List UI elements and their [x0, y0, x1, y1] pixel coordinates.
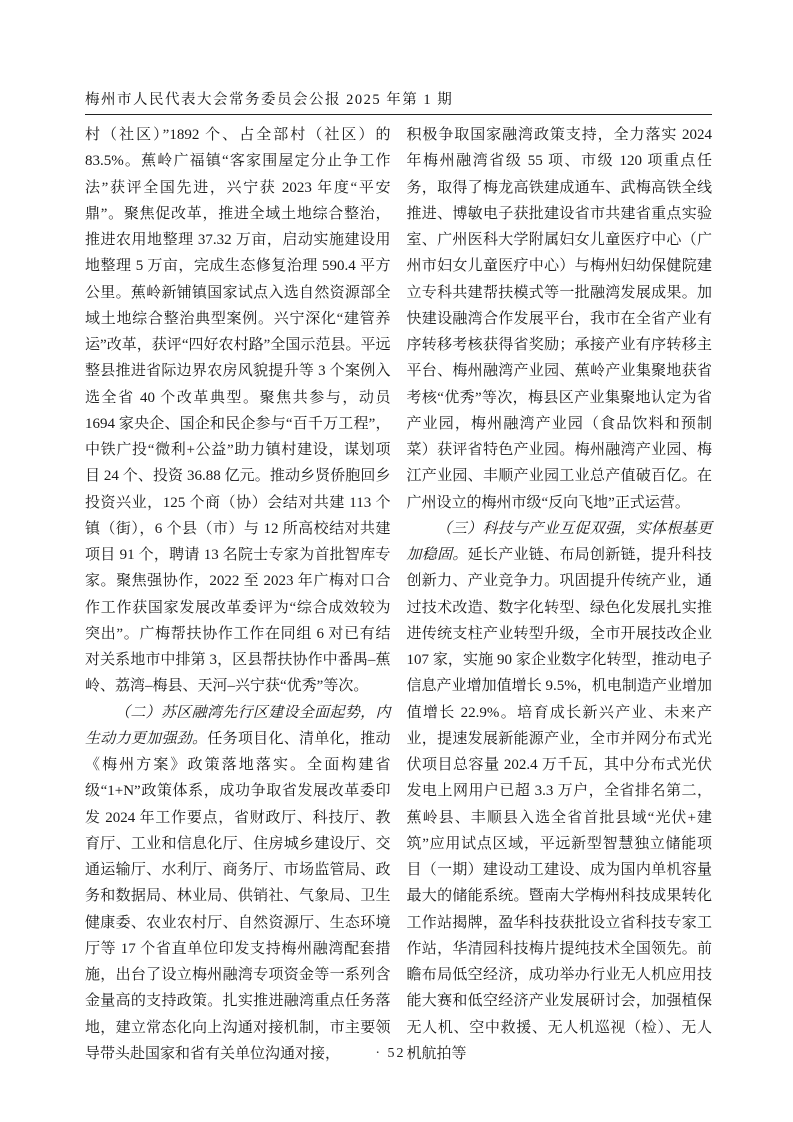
header-rule	[85, 114, 712, 115]
section-heading-text: （二）苏区融湾先行区建设全面起势，内生动力更加强劲。	[85, 704, 391, 747]
paragraph	[407, 122, 713, 516]
body-content	[85, 122, 712, 1067]
section-heading-text: （三）科技与产业互促双强，实体根基更加稳固。	[406, 520, 712, 563]
paragraph	[85, 700, 391, 1068]
body-text: 延长产业链、布局创新链，提升科技创新力、产业竞争力。巩固提升传统产业，通过技术改造、数字化转型、绿色化发展扎实推进传统支柱产业转型升级，全市开展技改企业 107 家，实施 90 家企业数字化转型，推动电子信息产业增加值增长 9.5%，机电制造产业增加值增长 22.9%。培育成长新兴产业、未来产业，提速发展新能源产业，全市并网分布式光伏项目总容量 202.4 万千瓦，其中分布式光伏发电上网用户已超 3.3 万户，全省排名第二，蕉岭县、丰顺县入选全省首批县域“光伏+建筑”应用试点区域，平远新型智慧独立储能项目（一期）建设动工建设、成为国内单机容量最大的储能系统。暨南大学梅州科技成果转化工作站揭牌，盈华科技获批设立省科技专家工作站，华清园科技梅片提纯技术全国领先。前瞻布局低空经济，成功举办行业无人机应用技能大赛和低空经济产业发展研讨会，加强植保无人机、空中救援、无人机巡视（检）、无人机航拍等	[406, 547, 712, 1062]
page-number: · 52 ·	[375, 1046, 418, 1061]
left-column	[85, 122, 391, 1067]
body-text: 村（社区）”1892 个、占全部村（社区）的 83.5%。蕉岭广福镇“客家围屋定分止争工作法”获评全国先进，兴宁获 2023 年度“平安鼎”。聚焦促改革，推进全域土地综合整治，推进农用地整理 37.32 万亩，启动实施建设用地整理 5 万亩，完成生态修复治理 590.4 平方公里。蕉岭新铺镇国家试点入选自然资源部全域土地综合整治典型案例。兴宁深化“建管养运”改革，获评“四好农村路”全国示范县。平远整县推进省际边界农房风貌提升等 3 个案例入选全省 40 个改革典型。聚焦共参与，动员 1694 家央企、国企和民企参与“百千万工程”，中铁广投“微利+公益”助力镇村建设，谋划项目 24 个、投资 36.88 亿元。推动乡贤侨胞回乡投资兴业，125 个商（协）会结对共建 113 个镇（街），6 个县（市）与 12 所高校结对共建项目 91 个，聘请 13 名院士专家为首批智库专家。聚焦强协作，2022 至 2023 年广梅对口合作工作获国家发展改革委评为“综合成效较为突出”。广梅帮扶协作工作在同组 6 对已有结对关系地市中排第 3，区县帮扶协作中番禺–蕉岭、荔湾–梅县、天河–兴宁获“优秀”等次。	[85, 127, 391, 695]
page-header-title: 梅州市人民代表大会常务委员会公报 2025 年第 1 期	[85, 92, 454, 108]
paragraph	[407, 516, 713, 1067]
body-text: 任务项目化、清单化，推动《梅州方案》政策落地落实。全面构建省级“1+N”政策体系，成功争取省发展改革委印发 2024 年工作要点，省财政厅、科技厅、教育厅、工业和信息化厅、住房城乡建设厅、交通运输厅、水利厅、商务厅、市场监管局、政务和数据局、林业局、供销社、气象局、卫生健康委、农业农村厅、自然资源厅、生态环境厅等 17 个省直单位印发支持梅州融湾配套措施，出台了设立梅州融湾专项资金等一系列含金量高的支持政策。扎实推进融湾重点任务落地，建立常态化向上沟通对接机制，市主要领导带头赴国家和省有关单位沟通对接，	[85, 730, 391, 1062]
right-column	[407, 122, 713, 1067]
body-text: 积极争取国家融湾政策支持，全力落实 2024 年梅州融湾省级 55 项、市级 120 项重点任务，取得了梅龙高铁建成通车、武梅高铁全线推进、博敏电子获批建设省市共建省重点实验室、广州医科大学附属妇女儿童医疗中心（广州市妇女儿童医疗中心）与梅州妇幼保健院建立专科共建帮扶模式等一批融湾发展成果。加快建设融湾合作发展平台，我市在全省产业有序转移考核获得省奖励；承接产业有序转移主平台、梅州融湾产业园、蕉岭产业集聚地获省考核“优秀”等次，梅县区产业集聚地认定为省产业园，梅州融湾产业园（食品饮料和预制菜）获评省特色产业园。梅州融湾产业园、梅江产业园、丰顺产业园工业总产值破百亿。在广州设立的梅州市级“反向飞地”正式运营。	[406, 127, 712, 511]
paragraph	[85, 122, 391, 700]
